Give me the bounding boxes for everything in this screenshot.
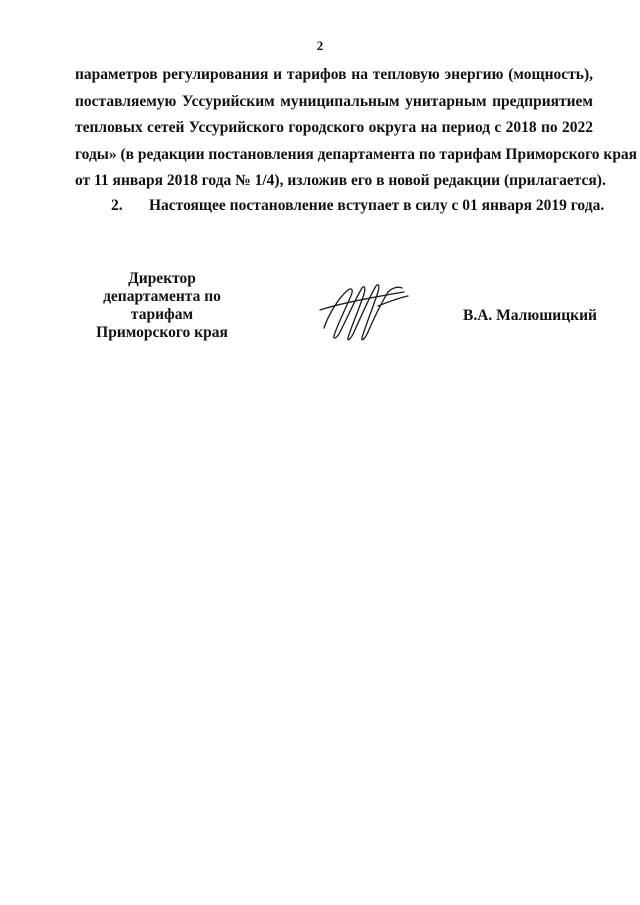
item-number: 2. — [111, 197, 123, 214]
handwritten-signature — [318, 276, 414, 346]
position-line: департамента по тарифам — [103, 288, 221, 323]
paragraph-line: от 11 января 2018 года № 1/4), изложив его в новой редакции (прилагается). — [75, 172, 606, 189]
position-line: Приморского края — [96, 324, 228, 341]
paragraph-line: тепловых сетей Уссурийского городского округа на период с 2018 по 2022 — [75, 119, 593, 136]
paragraph-continuation — [75, 62, 638, 195]
paragraph-line: годы» (в редакции постановления департамента по тарифам Приморского края — [75, 145, 638, 163]
signer-name: В.А. Малюшицкий — [463, 307, 597, 324]
paragraph-line: параметров регулирования и тарифов на тепловую энергию (мощность), — [75, 66, 593, 83]
position-line: Директор — [128, 270, 196, 287]
item-text: Настоящее постановление вступает в силу с 01 января 2019 года. — [149, 197, 605, 214]
page-number: 2 — [316, 38, 324, 53]
signatory-position — [72, 270, 252, 342]
paragraph-line: поставляемую Уссурийским муниципальным унитарным предприятием — [75, 92, 593, 110]
numbered-item-2 — [75, 193, 605, 219]
